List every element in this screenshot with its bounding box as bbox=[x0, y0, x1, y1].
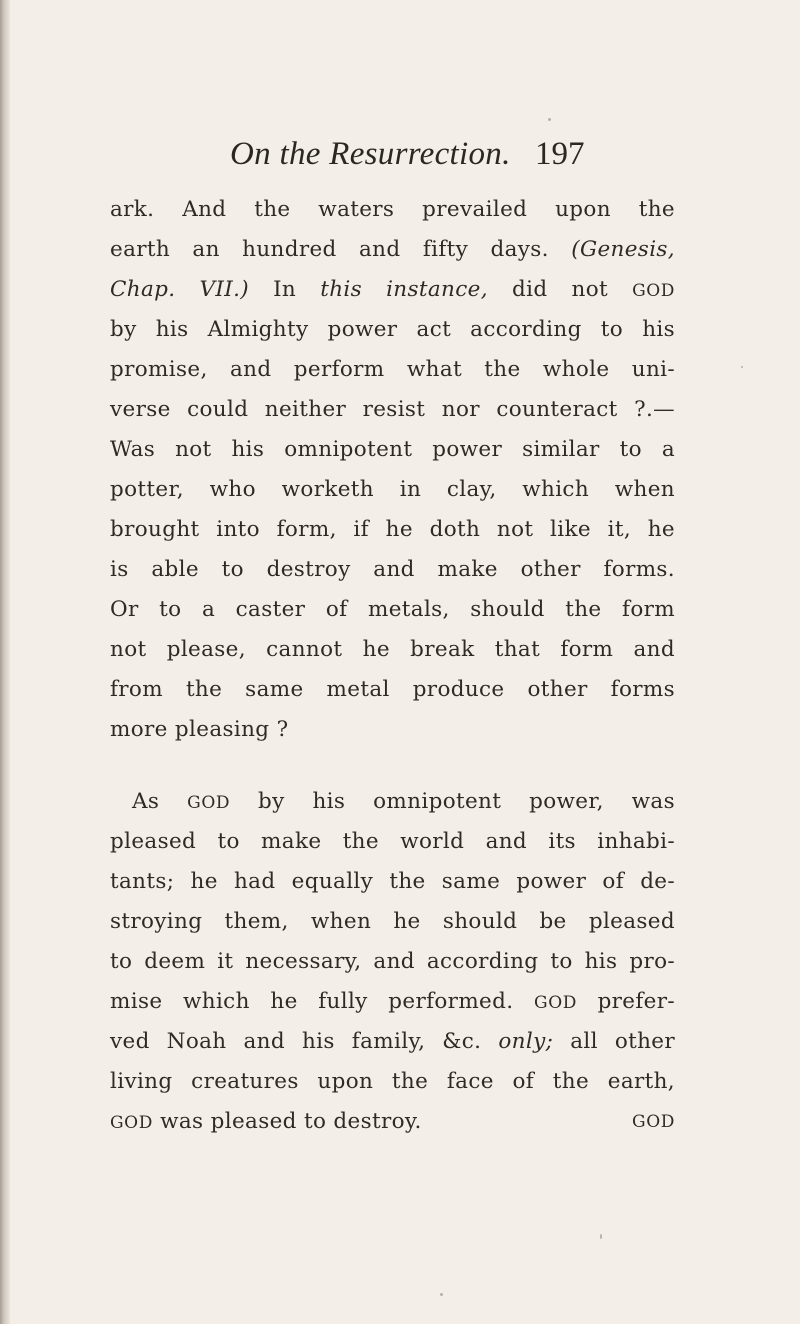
text-run: ved Noah and his family, &c. bbox=[110, 1029, 482, 1054]
text-line: from the same metal produce other forms bbox=[110, 677, 675, 702]
text-run: mise which he fully performed. bbox=[110, 989, 514, 1014]
text-run: was pleased to destroy. bbox=[160, 1109, 422, 1134]
text-line: verse could neither resist nor counteract ?.— bbox=[110, 397, 675, 422]
text-line: Or to a caster of metals, should the form bbox=[110, 597, 675, 622]
text-line bbox=[110, 1102, 675, 1142]
small-caps-word: GOD bbox=[534, 993, 577, 1013]
text-run: prefer- bbox=[597, 989, 675, 1014]
text-line: living creatures upon the face of the earth, bbox=[110, 1069, 675, 1094]
text-line: potter, who worketh in clay, which when bbox=[110, 477, 675, 502]
text-line: tants; he had equally the same power of de- bbox=[110, 869, 675, 894]
text-line: promise, and perform what the whole uni- bbox=[110, 357, 675, 382]
text-line: by his Almighty power act according to his bbox=[110, 317, 675, 342]
text-line: to deem it necessary, and according to his pro- bbox=[110, 949, 675, 974]
page-number: 197 bbox=[535, 136, 585, 172]
page-header bbox=[230, 136, 660, 186]
paper-speck bbox=[741, 366, 743, 368]
paragraph-1 bbox=[110, 190, 675, 750]
text-line: pleased to make the world and its inhabi- bbox=[110, 829, 675, 854]
small-caps-word: GOD bbox=[187, 793, 231, 813]
italic-phrase: only; bbox=[498, 1029, 554, 1054]
small-caps-word: GOD bbox=[110, 1113, 153, 1133]
text-line bbox=[110, 782, 675, 822]
text-run: by his omnipotent power, was bbox=[257, 789, 675, 814]
text-line: ark. And the waters prevailed upon the bbox=[110, 197, 675, 222]
scripture-reference: (Genesis, bbox=[571, 237, 675, 262]
paper-speck bbox=[600, 1234, 602, 1239]
text-line bbox=[110, 230, 675, 270]
text-line bbox=[110, 270, 675, 310]
italic-phrase: this instance, bbox=[320, 277, 488, 302]
text-line: is able to destroy and make other forms. bbox=[110, 557, 675, 582]
small-caps-word: GOD bbox=[632, 281, 676, 301]
text-run: did not bbox=[511, 277, 608, 302]
catchword: GOD bbox=[632, 1112, 675, 1132]
body-text bbox=[110, 190, 675, 1142]
paper-speck bbox=[440, 1293, 443, 1296]
text-line: Was not his omnipotent power similar to a bbox=[110, 437, 675, 462]
text-line bbox=[110, 982, 675, 1022]
text-line: stroying them, when he should be pleased bbox=[110, 909, 675, 934]
paper-speck bbox=[548, 118, 551, 121]
text-line: brought into form, if he doth not like it, he bbox=[110, 517, 675, 542]
text-run: all other bbox=[570, 1029, 676, 1054]
text-run: As bbox=[132, 789, 160, 814]
text-line bbox=[110, 1022, 675, 1062]
paragraph-2 bbox=[110, 782, 675, 1142]
text-line: not please, cannot he break that form and bbox=[110, 637, 675, 662]
scripture-reference: Chap. VII.) bbox=[110, 277, 250, 302]
running-title: On the Resurrection. bbox=[230, 136, 511, 172]
paragraph-gap bbox=[110, 750, 675, 782]
text-run: In bbox=[273, 277, 297, 302]
page-edge bbox=[0, 0, 10, 1324]
text-run: earth an hundred and fifty days. bbox=[110, 237, 549, 262]
text-line: more pleasing ? bbox=[110, 717, 289, 742]
